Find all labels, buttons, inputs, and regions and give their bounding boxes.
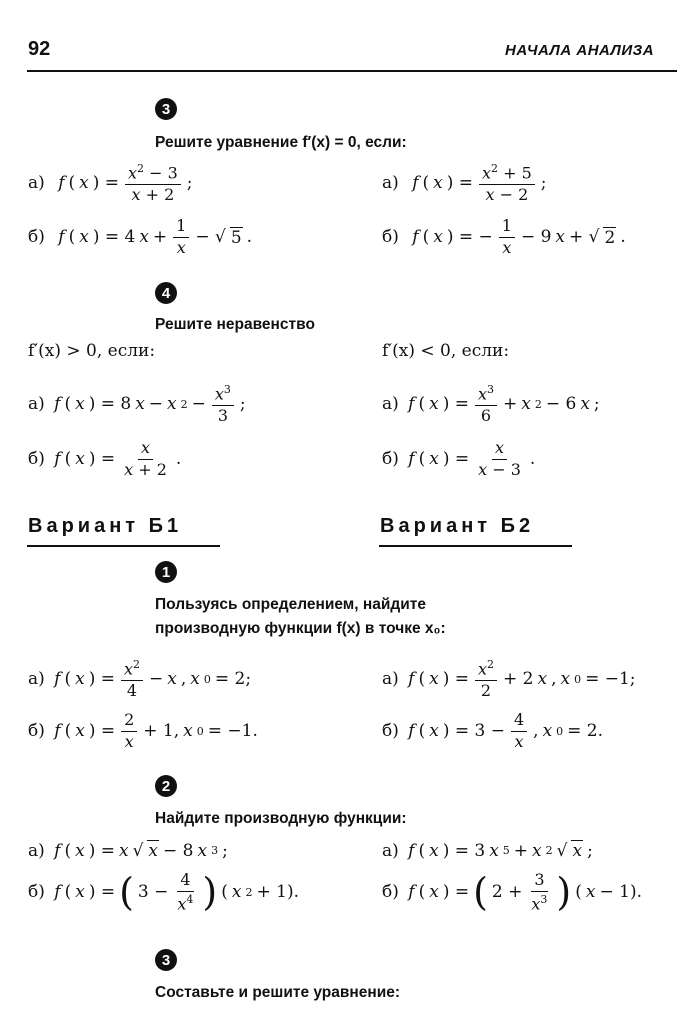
- task-number-badge: 4: [155, 282, 177, 304]
- variant-heading-right: Вариант Б2: [380, 515, 535, 537]
- task-number-badge: 3: [155, 949, 177, 971]
- formula-b-right: б) f ( x ) = $\frac{x}{x - 3}$ .: [382, 438, 536, 479]
- task-number-badge: 3: [155, 98, 177, 120]
- formula-b-right: б) f ( x ) = 3 − $\frac{4}{x}$ , x 0 = 2.: [382, 710, 604, 751]
- formula-a-left: а) f ( x ) = 8 x − x 2 − $\frac{x^3}{3}$ ;: [28, 383, 246, 426]
- formula-b-left: б) f ( x ) = 4 x + $\frac{1}{x}$ − √ 5 .: [28, 216, 253, 257]
- formula-b-right: б) f ( x ) = − $\frac{1}{x}$ − 9 x + √ 2 .: [382, 216, 626, 257]
- formula-a-right: а) f ( x ) = $\frac{x^3}{6}$ + x 2 − 6 x ;: [382, 383, 600, 426]
- formula-a-left: а) f ( x ) = x √ x − 8 x 3 ;: [28, 840, 228, 861]
- variant-heading-left: Вариант Б1: [28, 515, 183, 537]
- formula-a-right: а) f ( x ) = 3 x 5 + x 2 √ x ;: [382, 840, 593, 861]
- formula-b-left: б) f ( x ) = $\frac{x}{x + 2}$ .: [28, 438, 182, 479]
- formula-b-left: б) f ( x ) = ( 3 − $\frac{4}{x^4}$ ) ( x 2 + 1).: [28, 870, 299, 915]
- formula-a-left: а) f ( x ) = $\frac{x^2}{4}$ − x , x 0 = 2;: [28, 658, 252, 701]
- formula-b-right: б) f ( x ) = ( 2 + $\frac{3}{x^3}$ ) ( x − 1).: [382, 870, 642, 915]
- task-instruction-line2: производную функции f(x) в точке x₀:: [155, 620, 446, 637]
- formula-a-right: а) f ( x ) = $\frac{x^2}{2}$ + 2 x , x 0 = −1;: [382, 658, 636, 701]
- task-number-badge: 2: [155, 775, 177, 797]
- header-rule: [27, 70, 677, 72]
- running-title: НАЧАЛА АНАЛИЗА: [505, 42, 655, 59]
- task-instruction: Решите неравенство: [155, 316, 315, 333]
- variant-underline-right: [379, 545, 572, 547]
- task-number-badge: 1: [155, 561, 177, 583]
- task-instruction: Составьте и решите уравнение:: [155, 984, 401, 1001]
- formula-b-left: б) f ( x ) = $\frac{2}{x}$ + 1, x 0 = −1.: [28, 710, 258, 751]
- formula-a-right: а) f ( x ) = $\frac{x^2 + 5}{x - 2}$ ;: [382, 162, 547, 205]
- condition-right: f′(x) < 0, если:: [382, 341, 510, 361]
- task-instruction-line1: Пользуясь определением, найдите: [155, 596, 426, 613]
- formula-a-left: а) f ( x ) = $\frac{x^2 - 3}{x + 2}$ ;: [28, 162, 193, 205]
- task-instruction: Найдите производную функции:: [155, 810, 407, 827]
- variant-underline-left: [27, 545, 220, 547]
- task-instruction: Решите уравнение f′(x) = 0, если:: [155, 134, 407, 151]
- condition-left: f′(x) > 0, если:: [28, 341, 156, 361]
- page-number: 92: [28, 38, 51, 60]
